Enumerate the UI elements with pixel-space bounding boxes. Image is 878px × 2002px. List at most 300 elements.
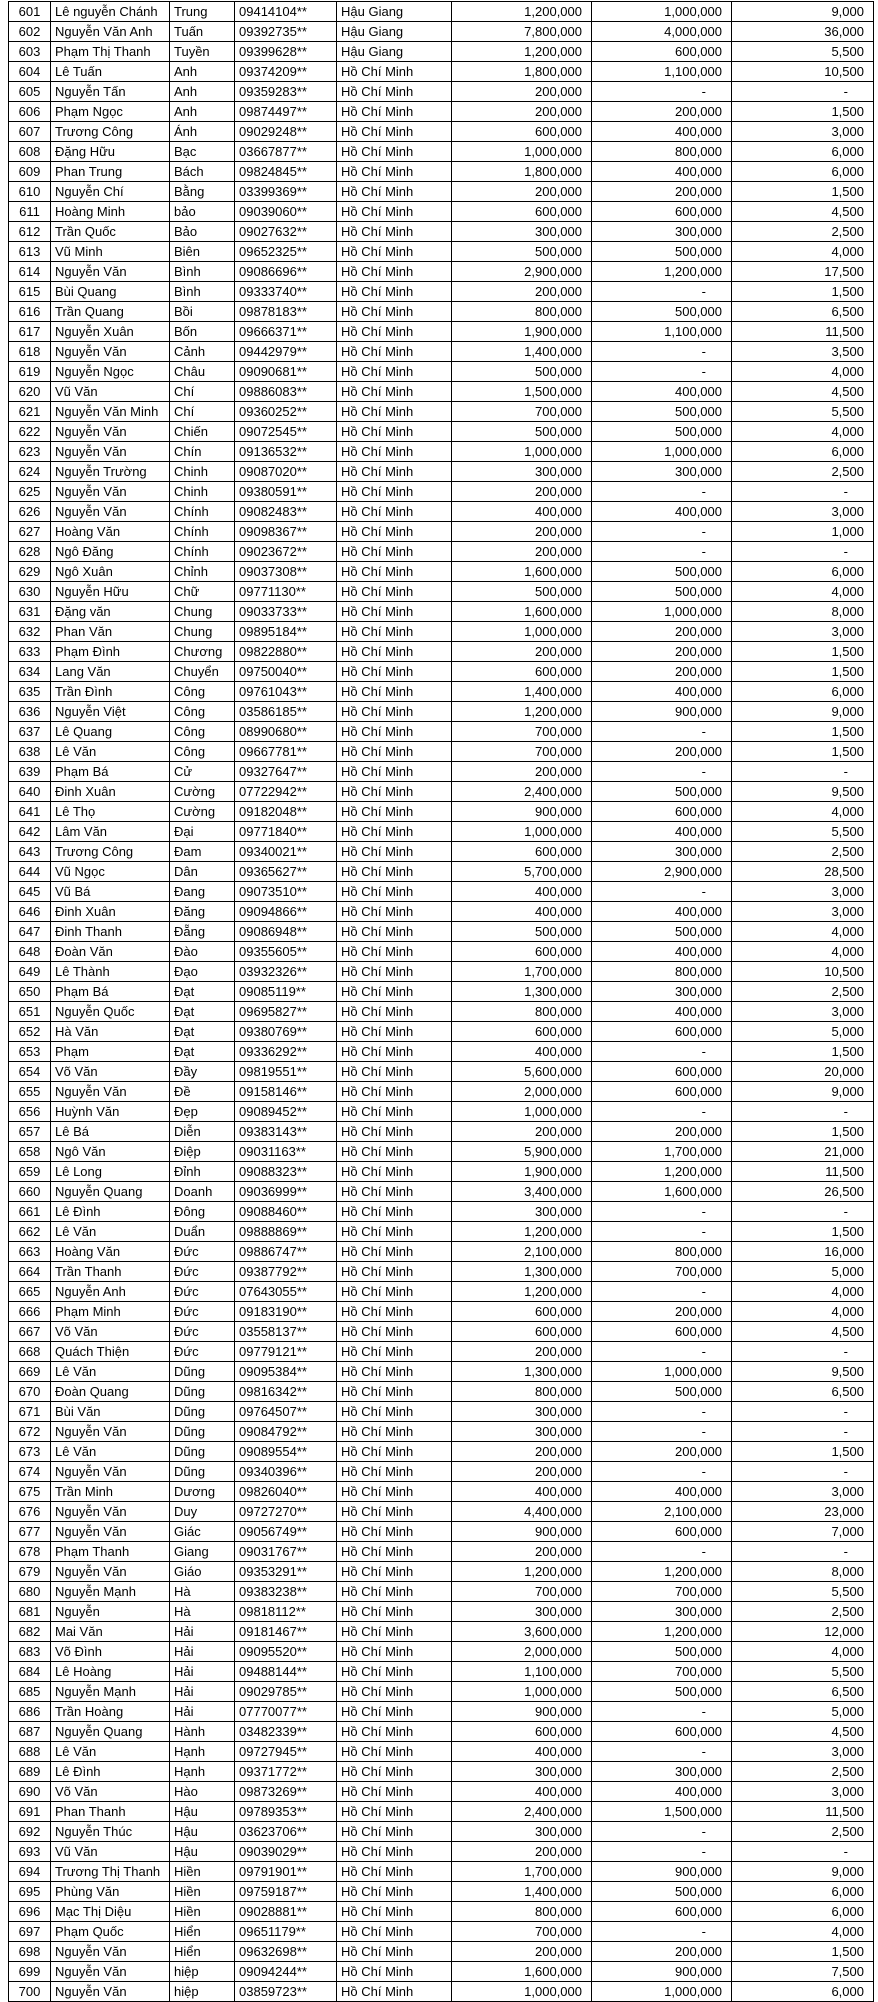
cell-row-number[interactable]: 613	[9, 242, 51, 262]
cell-province[interactable]: Hồ Chí Minh	[337, 1542, 452, 1562]
cell-first-name[interactable]: Đạt	[170, 1002, 235, 1022]
cell-phone[interactable]: 09895184**	[235, 622, 337, 642]
cell-row-number[interactable]: 635	[9, 682, 51, 702]
cell-last-name[interactable]: Phạm	[51, 1042, 170, 1062]
cell-amount-2[interactable]: 300,000	[592, 462, 732, 482]
cell-phone[interactable]: 09327647**	[235, 762, 337, 782]
cell-amount-3[interactable]: -	[732, 542, 874, 562]
cell-amount-3[interactable]: 4,500	[732, 1722, 874, 1742]
cell-last-name[interactable]: Hoàng Minh	[51, 202, 170, 222]
cell-amount-3[interactable]: 4,000	[732, 1642, 874, 1662]
cell-phone[interactable]: 09090681**	[235, 362, 337, 382]
cell-row-number[interactable]: 615	[9, 282, 51, 302]
cell-amount-2[interactable]: 500,000	[592, 1882, 732, 1902]
cell-amount-2[interactable]: 1,200,000	[592, 1622, 732, 1642]
cell-first-name[interactable]: Chính	[170, 542, 235, 562]
cell-amount-1[interactable]: 3,400,000	[452, 1182, 592, 1202]
cell-first-name[interactable]: Chinh	[170, 482, 235, 502]
cell-amount-3[interactable]: 2,500	[732, 1602, 874, 1622]
cell-province[interactable]: Hậu Giang	[337, 22, 452, 42]
cell-last-name[interactable]: Nguyễn Chí	[51, 182, 170, 202]
cell-amount-1[interactable]: 1,200,000	[452, 42, 592, 62]
cell-amount-1[interactable]: 400,000	[452, 902, 592, 922]
cell-amount-1[interactable]: 5,900,000	[452, 1142, 592, 1162]
cell-last-name[interactable]: Trần Thanh	[51, 1262, 170, 1282]
cell-row-number[interactable]: 642	[9, 822, 51, 842]
cell-amount-3[interactable]: 12,000	[732, 1622, 874, 1642]
cell-province[interactable]: Hồ Chí Minh	[337, 162, 452, 182]
cell-first-name[interactable]: Hậu	[170, 1822, 235, 1842]
cell-amount-3[interactable]: 36,000	[732, 22, 874, 42]
cell-last-name[interactable]: Nguyễn Hữu	[51, 582, 170, 602]
cell-row-number[interactable]: 601	[9, 2, 51, 22]
cell-amount-1[interactable]: 900,000	[452, 1702, 592, 1722]
cell-row-number[interactable]: 678	[9, 1542, 51, 1562]
cell-phone[interactable]: 09088460**	[235, 1202, 337, 1222]
cell-amount-3[interactable]: 4,000	[732, 802, 874, 822]
cell-last-name[interactable]: Hà Văn	[51, 1022, 170, 1042]
cell-amount-2[interactable]: -	[592, 342, 732, 362]
cell-province[interactable]: Hồ Chí Minh	[337, 1482, 452, 1502]
cell-first-name[interactable]: Bạc	[170, 142, 235, 162]
cell-amount-2[interactable]: 1,500,000	[592, 1802, 732, 1822]
cell-phone[interactable]: 09029248**	[235, 122, 337, 142]
cell-amount-1[interactable]: 1,300,000	[452, 1262, 592, 1282]
cell-province[interactable]: Hồ Chí Minh	[337, 1402, 452, 1422]
cell-amount-1[interactable]: 1,700,000	[452, 1862, 592, 1882]
cell-row-number[interactable]: 662	[9, 1222, 51, 1242]
cell-amount-2[interactable]: 2,100,000	[592, 1502, 732, 1522]
cell-amount-2[interactable]: -	[592, 1202, 732, 1222]
cell-amount-2[interactable]: 400,000	[592, 1782, 732, 1802]
cell-amount-2[interactable]: 400,000	[592, 122, 732, 142]
cell-amount-2[interactable]: -	[592, 1922, 732, 1942]
cell-row-number[interactable]: 649	[9, 962, 51, 982]
cell-first-name[interactable]: Đẹp	[170, 1102, 235, 1122]
cell-row-number[interactable]: 643	[9, 842, 51, 862]
cell-amount-2[interactable]: -	[592, 1042, 732, 1062]
cell-amount-3[interactable]: 9,500	[732, 1362, 874, 1382]
cell-amount-3[interactable]: 9,000	[732, 1082, 874, 1102]
cell-row-number[interactable]: 652	[9, 1022, 51, 1042]
cell-phone[interactable]: 09727945**	[235, 1742, 337, 1762]
cell-row-number[interactable]: 695	[9, 1882, 51, 1902]
cell-first-name[interactable]: Anh	[170, 62, 235, 82]
cell-phone[interactable]: 09087020**	[235, 462, 337, 482]
cell-first-name[interactable]: Công	[170, 682, 235, 702]
cell-first-name[interactable]: Duẩn	[170, 1222, 235, 1242]
cell-phone[interactable]: 09039029**	[235, 1842, 337, 1862]
cell-last-name[interactable]: Trần Quốc	[51, 222, 170, 242]
cell-phone[interactable]: 09359283**	[235, 82, 337, 102]
cell-amount-2[interactable]: 2,900,000	[592, 862, 732, 882]
cell-amount-3[interactable]: -	[732, 1462, 874, 1482]
cell-phone[interactable]: 09089554**	[235, 1442, 337, 1462]
cell-row-number[interactable]: 619	[9, 362, 51, 382]
cell-province[interactable]: Hồ Chí Minh	[337, 102, 452, 122]
cell-row-number[interactable]: 688	[9, 1742, 51, 1762]
cell-amount-3[interactable]: -	[732, 1342, 874, 1362]
cell-amount-3[interactable]: 1,500	[732, 1042, 874, 1062]
cell-amount-1[interactable]: 200,000	[452, 102, 592, 122]
cell-amount-3[interactable]: -	[732, 482, 874, 502]
cell-amount-2[interactable]: 900,000	[592, 1862, 732, 1882]
cell-amount-1[interactable]: 500,000	[452, 922, 592, 942]
cell-amount-2[interactable]: 400,000	[592, 902, 732, 922]
cell-last-name[interactable]: Nguyễn Văn	[51, 1502, 170, 1522]
cell-phone[interactable]: 03667877**	[235, 142, 337, 162]
cell-amount-2[interactable]: 500,000	[592, 922, 732, 942]
cell-province[interactable]: Hồ Chí Minh	[337, 62, 452, 82]
cell-amount-1[interactable]: 200,000	[452, 642, 592, 662]
cell-first-name[interactable]: Chữ	[170, 582, 235, 602]
cell-amount-3[interactable]: 11,500	[732, 1162, 874, 1182]
cell-province[interactable]: Hồ Chí Minh	[337, 822, 452, 842]
cell-phone[interactable]: 09082483**	[235, 502, 337, 522]
cell-amount-1[interactable]: 200,000	[452, 1122, 592, 1142]
cell-row-number[interactable]: 646	[9, 902, 51, 922]
cell-amount-1[interactable]: 200,000	[452, 522, 592, 542]
cell-amount-3[interactable]: 4,000	[732, 362, 874, 382]
cell-amount-2[interactable]: 1,000,000	[592, 602, 732, 622]
cell-first-name[interactable]: hiệp	[170, 1962, 235, 1982]
cell-amount-1[interactable]: 400,000	[452, 1782, 592, 1802]
cell-amount-3[interactable]: 1,000	[732, 522, 874, 542]
cell-row-number[interactable]: 696	[9, 1902, 51, 1922]
cell-last-name[interactable]: Ngô Xuân	[51, 562, 170, 582]
cell-province[interactable]: Hồ Chí Minh	[337, 1782, 452, 1802]
cell-province[interactable]: Hồ Chí Minh	[337, 382, 452, 402]
cell-province[interactable]: Hồ Chí Minh	[337, 1762, 452, 1782]
cell-province[interactable]: Hồ Chí Minh	[337, 982, 452, 1002]
cell-phone[interactable]: 09779121**	[235, 1342, 337, 1362]
cell-amount-1[interactable]: 3,600,000	[452, 1622, 592, 1642]
cell-phone[interactable]: 09088323**	[235, 1162, 337, 1182]
cell-province[interactable]: Hồ Chí Minh	[337, 322, 452, 342]
cell-amount-1[interactable]: 1,200,000	[452, 1282, 592, 1302]
cell-last-name[interactable]: Nguyễn Văn	[51, 342, 170, 362]
cell-amount-1[interactable]: 500,000	[452, 242, 592, 262]
cell-row-number[interactable]: 679	[9, 1562, 51, 1582]
cell-row-number[interactable]: 624	[9, 462, 51, 482]
cell-amount-3[interactable]: -	[732, 1542, 874, 1562]
cell-phone[interactable]: 09392735**	[235, 22, 337, 42]
cell-phone[interactable]: 09353291**	[235, 1562, 337, 1582]
cell-row-number[interactable]: 638	[9, 742, 51, 762]
cell-row-number[interactable]: 666	[9, 1302, 51, 1322]
cell-phone[interactable]: 09086696**	[235, 262, 337, 282]
cell-last-name[interactable]: Nguyễn Quang	[51, 1722, 170, 1742]
cell-province[interactable]: Hồ Chí Minh	[337, 902, 452, 922]
cell-row-number[interactable]: 682	[9, 1622, 51, 1642]
cell-amount-1[interactable]: 700,000	[452, 742, 592, 762]
cell-row-number[interactable]: 684	[9, 1662, 51, 1682]
cell-amount-3[interactable]: 2,500	[732, 462, 874, 482]
cell-first-name[interactable]: Bình	[170, 282, 235, 302]
cell-amount-1[interactable]: 4,400,000	[452, 1502, 592, 1522]
cell-province[interactable]: Hồ Chí Minh	[337, 922, 452, 942]
cell-phone[interactable]: 09340021**	[235, 842, 337, 862]
cell-amount-3[interactable]: 20,000	[732, 1062, 874, 1082]
cell-last-name[interactable]: Lê Long	[51, 1162, 170, 1182]
cell-amount-2[interactable]: 800,000	[592, 962, 732, 982]
cell-first-name[interactable]: Công	[170, 702, 235, 722]
cell-first-name[interactable]: Hà	[170, 1582, 235, 1602]
cell-last-name[interactable]: Phạm Thị Thanh	[51, 42, 170, 62]
cell-first-name[interactable]: Biên	[170, 242, 235, 262]
cell-amount-1[interactable]: 200,000	[452, 1842, 592, 1862]
cell-last-name[interactable]: Hoàng Văn	[51, 522, 170, 542]
cell-amount-1[interactable]: 300,000	[452, 1822, 592, 1842]
cell-amount-1[interactable]: 200,000	[452, 1942, 592, 1962]
cell-phone[interactable]: 09089452**	[235, 1102, 337, 1122]
cell-row-number[interactable]: 621	[9, 402, 51, 422]
cell-row-number[interactable]: 670	[9, 1382, 51, 1402]
cell-first-name[interactable]: Đức	[170, 1262, 235, 1282]
cell-first-name[interactable]: Diễn	[170, 1122, 235, 1142]
cell-row-number[interactable]: 629	[9, 562, 51, 582]
cell-amount-2[interactable]: -	[592, 762, 732, 782]
cell-first-name[interactable]: Ánh	[170, 122, 235, 142]
cell-first-name[interactable]: Chương	[170, 642, 235, 662]
cell-amount-2[interactable]: 600,000	[592, 1722, 732, 1742]
cell-row-number[interactable]: 603	[9, 42, 51, 62]
cell-amount-3[interactable]: 2,500	[732, 1762, 874, 1782]
cell-province[interactable]: Hồ Chí Minh	[337, 802, 452, 822]
cell-first-name[interactable]: Đạt	[170, 1022, 235, 1042]
cell-first-name[interactable]: Đẵng	[170, 922, 235, 942]
cell-amount-2[interactable]: 1,200,000	[592, 1162, 732, 1182]
cell-phone[interactable]: 09651179**	[235, 1922, 337, 1942]
cell-amount-1[interactable]: 1,300,000	[452, 982, 592, 1002]
cell-first-name[interactable]: Đức	[170, 1282, 235, 1302]
cell-province[interactable]: Hồ Chí Minh	[337, 1982, 452, 2002]
cell-province[interactable]: Hồ Chí Minh	[337, 782, 452, 802]
cell-amount-2[interactable]: 1,700,000	[592, 1142, 732, 1162]
cell-amount-3[interactable]: 7,000	[732, 1522, 874, 1542]
cell-province[interactable]: Hậu Giang	[337, 42, 452, 62]
cell-amount-3[interactable]: 6,000	[732, 562, 874, 582]
cell-amount-2[interactable]: 500,000	[592, 402, 732, 422]
cell-phone[interactable]: 09764507**	[235, 1402, 337, 1422]
cell-phone[interactable]: 09031163**	[235, 1142, 337, 1162]
cell-amount-1[interactable]: 1,000,000	[452, 822, 592, 842]
cell-first-name[interactable]: Chính	[170, 522, 235, 542]
cell-first-name[interactable]: Đạo	[170, 962, 235, 982]
cell-row-number[interactable]: 689	[9, 1762, 51, 1782]
cell-last-name[interactable]: Vũ Minh	[51, 242, 170, 262]
cell-first-name[interactable]: Chung	[170, 602, 235, 622]
cell-amount-3[interactable]: 3,000	[732, 882, 874, 902]
cell-amount-1[interactable]: 300,000	[452, 462, 592, 482]
cell-amount-1[interactable]: 1,200,000	[452, 1222, 592, 1242]
cell-amount-1[interactable]: 1,000,000	[452, 1102, 592, 1122]
cell-last-name[interactable]: Võ Văn	[51, 1062, 170, 1082]
cell-province[interactable]: Hồ Chí Minh	[337, 742, 452, 762]
cell-amount-2[interactable]: 1,200,000	[592, 262, 732, 282]
cell-row-number[interactable]: 623	[9, 442, 51, 462]
cell-phone[interactable]: 09771130**	[235, 582, 337, 602]
cell-amount-1[interactable]: 600,000	[452, 1322, 592, 1342]
cell-row-number[interactable]: 640	[9, 782, 51, 802]
cell-amount-2[interactable]: 800,000	[592, 142, 732, 162]
cell-phone[interactable]: 09355605**	[235, 942, 337, 962]
cell-row-number[interactable]: 627	[9, 522, 51, 542]
cell-first-name[interactable]: Bảo	[170, 222, 235, 242]
cell-amount-2[interactable]: 600,000	[592, 1902, 732, 1922]
cell-province[interactable]: Hồ Chí Minh	[337, 1422, 452, 1442]
cell-province[interactable]: Hồ Chí Minh	[337, 422, 452, 442]
cell-province[interactable]: Hồ Chí Minh	[337, 722, 452, 742]
cell-province[interactable]: Hồ Chí Minh	[337, 1922, 452, 1942]
cell-amount-3[interactable]: 6,500	[732, 1382, 874, 1402]
cell-first-name[interactable]: Đức	[170, 1342, 235, 1362]
cell-last-name[interactable]: Hoàng Văn	[51, 1242, 170, 1262]
cell-amount-1[interactable]: 600,000	[452, 122, 592, 142]
cell-last-name[interactable]: Nguyễn Văn	[51, 1522, 170, 1542]
cell-phone[interactable]: 07643055**	[235, 1282, 337, 1302]
cell-amount-3[interactable]: 1,500	[732, 742, 874, 762]
cell-phone[interactable]: 09056749**	[235, 1522, 337, 1542]
cell-province[interactable]: Hồ Chí Minh	[337, 702, 452, 722]
cell-amount-3[interactable]: 11,500	[732, 1802, 874, 1822]
cell-province[interactable]: Hồ Chí Minh	[337, 1342, 452, 1362]
cell-amount-3[interactable]: 1,500	[732, 1942, 874, 1962]
cell-row-number[interactable]: 692	[9, 1822, 51, 1842]
cell-row-number[interactable]: 604	[9, 62, 51, 82]
cell-province[interactable]: Hồ Chí Minh	[337, 122, 452, 142]
cell-amount-1[interactable]: 300,000	[452, 1602, 592, 1622]
cell-amount-2[interactable]: 400,000	[592, 682, 732, 702]
cell-row-number[interactable]: 677	[9, 1522, 51, 1542]
cell-amount-1[interactable]: 600,000	[452, 1722, 592, 1742]
cell-amount-3[interactable]: 5,500	[732, 1582, 874, 1602]
cell-amount-2[interactable]: 700,000	[592, 1582, 732, 1602]
cell-amount-1[interactable]: 5,700,000	[452, 862, 592, 882]
cell-amount-3[interactable]: 8,000	[732, 1562, 874, 1582]
cell-phone[interactable]: 09031767**	[235, 1542, 337, 1562]
cell-row-number[interactable]: 665	[9, 1282, 51, 1302]
cell-amount-1[interactable]: 600,000	[452, 842, 592, 862]
cell-last-name[interactable]: Lê Hoàng	[51, 1662, 170, 1682]
cell-first-name[interactable]: Bằng	[170, 182, 235, 202]
cell-amount-1[interactable]: 500,000	[452, 422, 592, 442]
cell-first-name[interactable]: Đức	[170, 1322, 235, 1342]
cell-last-name[interactable]: Phan Trung	[51, 162, 170, 182]
cell-amount-1[interactable]: 700,000	[452, 1582, 592, 1602]
cell-amount-3[interactable]: 10,500	[732, 962, 874, 982]
cell-amount-1[interactable]: 200,000	[452, 82, 592, 102]
cell-amount-3[interactable]: 2,500	[732, 982, 874, 1002]
cell-last-name[interactable]: Bùi Văn	[51, 1402, 170, 1422]
cell-amount-1[interactable]: 1,200,000	[452, 1562, 592, 1582]
cell-first-name[interactable]: Tuấn	[170, 22, 235, 42]
cell-row-number[interactable]: 622	[9, 422, 51, 442]
cell-last-name[interactable]: Lê Đình	[51, 1202, 170, 1222]
cell-amount-3[interactable]: 8,000	[732, 602, 874, 622]
cell-amount-3[interactable]: 5,500	[732, 402, 874, 422]
cell-row-number[interactable]: 616	[9, 302, 51, 322]
cell-phone[interactable]: 09181467**	[235, 1622, 337, 1642]
cell-amount-3[interactable]: -	[732, 1842, 874, 1862]
cell-amount-2[interactable]: -	[592, 882, 732, 902]
cell-amount-3[interactable]: 1,500	[732, 642, 874, 662]
cell-first-name[interactable]: Hải	[170, 1642, 235, 1662]
cell-phone[interactable]: 09750040**	[235, 662, 337, 682]
cell-last-name[interactable]: Đinh Xuân	[51, 902, 170, 922]
cell-amount-2[interactable]: 600,000	[592, 1082, 732, 1102]
cell-last-name[interactable]: Nguyễn Văn Minh	[51, 402, 170, 422]
cell-amount-3[interactable]: 1,500	[732, 102, 874, 122]
cell-amount-2[interactable]: 900,000	[592, 702, 732, 722]
cell-last-name[interactable]: Nguyễn Văn	[51, 1962, 170, 1982]
cell-row-number[interactable]: 674	[9, 1462, 51, 1482]
cell-province[interactable]: Hồ Chí Minh	[337, 602, 452, 622]
cell-phone[interactable]: 09878183**	[235, 302, 337, 322]
cell-amount-3[interactable]: 3,500	[732, 342, 874, 362]
cell-province[interactable]: Hồ Chí Minh	[337, 1142, 452, 1162]
cell-last-name[interactable]: Nguyễn Văn	[51, 482, 170, 502]
cell-phone[interactable]: 09036999**	[235, 1182, 337, 1202]
cell-amount-1[interactable]: 800,000	[452, 1002, 592, 1022]
cell-amount-3[interactable]: 3,000	[732, 502, 874, 522]
cell-row-number[interactable]: 610	[9, 182, 51, 202]
cell-amount-1[interactable]: 200,000	[452, 482, 592, 502]
cell-amount-3[interactable]: 4,500	[732, 382, 874, 402]
cell-province[interactable]: Hồ Chí Minh	[337, 1882, 452, 1902]
cell-amount-1[interactable]: 500,000	[452, 362, 592, 382]
cell-amount-3[interactable]: 4,000	[732, 1302, 874, 1322]
cell-row-number[interactable]: 659	[9, 1162, 51, 1182]
cell-amount-3[interactable]: 1,500	[732, 182, 874, 202]
cell-first-name[interactable]: Giáo	[170, 1562, 235, 1582]
cell-phone[interactable]: 09873269**	[235, 1782, 337, 1802]
cell-amount-3[interactable]: 1,500	[732, 282, 874, 302]
cell-first-name[interactable]: Hiền	[170, 1862, 235, 1882]
cell-first-name[interactable]: Đam	[170, 842, 235, 862]
cell-amount-2[interactable]: 1,200,000	[592, 1562, 732, 1582]
cell-amount-2[interactable]: 1,000,000	[592, 1982, 732, 2002]
cell-first-name[interactable]: Cử	[170, 762, 235, 782]
cell-amount-1[interactable]: 1,400,000	[452, 682, 592, 702]
cell-amount-1[interactable]: 1,400,000	[452, 342, 592, 362]
cell-row-number[interactable]: 673	[9, 1442, 51, 1462]
cell-phone[interactable]: 09095520**	[235, 1642, 337, 1662]
cell-amount-2[interactable]: 300,000	[592, 982, 732, 1002]
cell-amount-1[interactable]: 1,100,000	[452, 1662, 592, 1682]
cell-last-name[interactable]: Ngô Văn	[51, 1142, 170, 1162]
cell-amount-3[interactable]: -	[732, 1422, 874, 1442]
cell-last-name[interactable]: Lê Văn	[51, 1222, 170, 1242]
cell-row-number[interactable]: 614	[9, 262, 51, 282]
cell-first-name[interactable]: Chinh	[170, 462, 235, 482]
cell-row-number[interactable]: 626	[9, 502, 51, 522]
cell-phone[interactable]: 07770077**	[235, 1702, 337, 1722]
cell-row-number[interactable]: 639	[9, 762, 51, 782]
cell-first-name[interactable]: Điệp	[170, 1142, 235, 1162]
cell-row-number[interactable]: 671	[9, 1402, 51, 1422]
cell-first-name[interactable]: Hành	[170, 1722, 235, 1742]
cell-amount-2[interactable]: -	[592, 1342, 732, 1362]
cell-phone[interactable]: 09029785**	[235, 1682, 337, 1702]
cell-amount-2[interactable]: -	[592, 1542, 732, 1562]
cell-amount-2[interactable]: 1,000,000	[592, 1362, 732, 1382]
cell-first-name[interactable]: Hậu	[170, 1802, 235, 1822]
cell-phone[interactable]: 09824845**	[235, 162, 337, 182]
cell-amount-2[interactable]: -	[592, 1222, 732, 1242]
cell-row-number[interactable]: 681	[9, 1602, 51, 1622]
cell-amount-1[interactable]: 2,000,000	[452, 1642, 592, 1662]
